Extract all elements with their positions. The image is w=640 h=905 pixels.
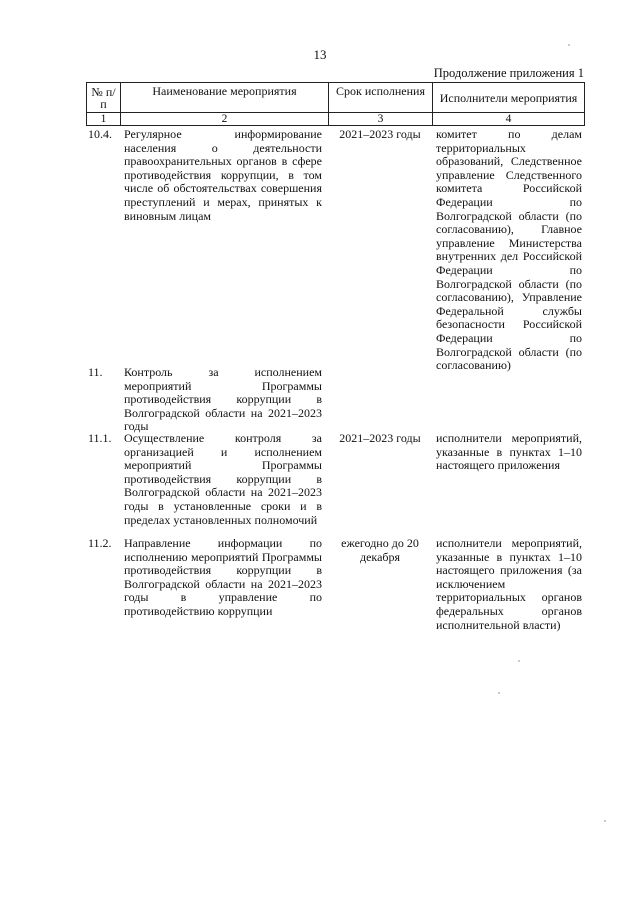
row-executors: исполнители мероприятий, указанные в пунктах 1–10 настоящего приложения (за исключением территориальных органов федеральных органов исполнительной власти): [436, 536, 582, 632]
header-col-number: 4: [433, 113, 585, 126]
header-term: Срок исполнения: [329, 83, 433, 113]
header-name: Наименование мероприятия: [121, 83, 329, 113]
row-executors: исполнители мероприятий, указанные в пунктах 1–10 настоящего приложения: [436, 431, 582, 473]
header-col-number: 2: [121, 113, 329, 126]
row-term: 2021–2023 годы: [339, 127, 421, 141]
scan-artifact: [568, 44, 570, 46]
header-col-number: 1: [87, 113, 121, 126]
scan-artifact: [604, 820, 606, 822]
header-num: № п/п: [87, 83, 121, 113]
row-number: 11.2.: [88, 536, 112, 550]
row-term: 2021–2023 годы: [339, 431, 421, 445]
table-row: [86, 432, 584, 530]
row-executors: комитет по делам территориальных образований, Следственное управление Следственного комитета Российской Федерации по Волгоградской области (по согласованию), Главное управление Министерства внутренних дел Российской Федерации по Волгоградской области (по согласованию), Управление Федеральной службы безопасности Российской Федерации по Волгоградской области (по согласованию): [436, 127, 582, 373]
row-number: 11.1.: [88, 431, 112, 445]
table-header: [86, 82, 585, 126]
row-activity-name: Осуществление контроля за организацией и исполнением мероприятий Программы противодействия коррупции в Волгоградской области на 2021–2023 годы в установленные сроки и в пределах установленных полномочий: [124, 431, 322, 527]
row-number: 10.4.: [88, 127, 112, 141]
row-number: 11.: [88, 365, 103, 379]
header-executors: Исполнители мероприятия: [433, 83, 585, 113]
row-term: ежегодно до 20 декабря: [341, 536, 419, 564]
scan-artifact: [498, 692, 500, 694]
table-row: [86, 537, 584, 637]
row-activity-name: Регулярное информирование населения о деятельности правоохранительных органов в сфере противодействия коррупции, в том числе об обстоятельствах совершения преступлений и мерах, принятых к виновным лицам: [124, 127, 322, 223]
row-activity-name: Направление информации по исполнению мероприятий Программы противодействия коррупции в Волгоградской области на 2021–2023 годы в управление по противодействию коррупции: [124, 536, 322, 618]
scan-artifact: [518, 660, 520, 662]
header-col-number: 3: [329, 113, 433, 126]
page-number: 13: [313, 47, 327, 62]
continuation-label: Продолжение приложения 1: [433, 66, 584, 80]
table-row: [86, 365, 584, 434]
row-activity-name: Контроль за исполнением мероприятий Программы противодействия коррупции в Волгоградской области на 2021–2023 годы: [124, 365, 322, 434]
